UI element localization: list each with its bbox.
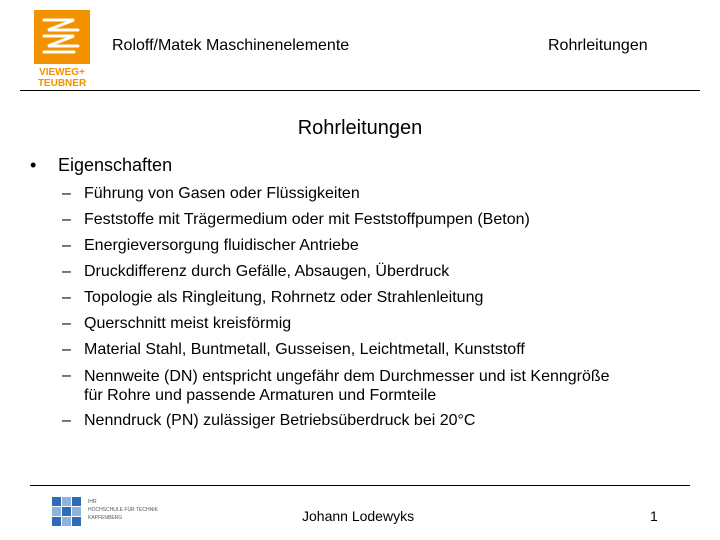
dash-icon: – (62, 289, 71, 306)
list-item: – Feststoffe mit Trägermedium oder mit Feststoffpumpen (Beton) (62, 207, 622, 233)
dash-icon: – (62, 237, 71, 254)
list-item: – Material Stahl, Buntmetall, Gusseisen, Leichtmetall, Kunststoff (62, 337, 622, 363)
svg-text:IHR: IHR (88, 499, 97, 505)
dash-icon: – (62, 341, 71, 358)
dash-icon: – (62, 315, 71, 332)
list-item: – Nennweite (DN) entspricht ungefähr dem Durchmesser und ist Kenngröße für Rohre und passende Armaturen und Formteile (62, 363, 622, 408)
slide-title: Rohrleitungen (297, 117, 423, 139)
dash-icon: – (62, 263, 71, 280)
publisher-logo (34, 10, 90, 88)
svg-text:VIEWEG+: VIEWEG+ (39, 67, 85, 78)
dash-icon: – (62, 412, 71, 429)
main-bullet (30, 155, 172, 176)
dash-icon: – (62, 185, 71, 202)
header-left-title: Roloff/Matek Maschinenelemente (112, 37, 350, 54)
school-logo (52, 495, 182, 527)
list-item: – Energieversorgung fluidischer Antriebe (62, 233, 622, 259)
svg-text:HOCHSCHULE FÜR TECHNIK: HOCHSCHULE FÜR TECHNIK (88, 507, 158, 513)
dash-icon: – (62, 211, 71, 228)
list-item: – Führung von Gasen oder Flüssigkeiten (62, 181, 622, 207)
footer-divider (30, 485, 690, 486)
page-number: 1 (650, 508, 658, 524)
sub-bullet-list (62, 181, 622, 434)
svg-text:KAPFENBERG: KAPFENBERG (88, 515, 123, 521)
list-item: – Querschnitt meist kreisförmig (62, 311, 622, 337)
list-item: – Nenndruck (PN) zulässiger Betriebsüberdruck bei 20°C (62, 408, 622, 434)
list-item: – Topologie als Ringleitung, Rohrnetz oder Strahlenleitung (62, 285, 622, 311)
dash-icon: – (62, 367, 71, 384)
header-divider (20, 90, 700, 91)
bullet-icon: • (30, 155, 37, 175)
list-item: – Druckdifferenz durch Gefälle, Absaugen, Überdruck (62, 259, 622, 285)
footer-author: Johann Lodewyks (302, 508, 415, 524)
header-right-title: Rohrleitungen (548, 37, 648, 54)
svg-text:TEUBNER: TEUBNER (37, 78, 87, 88)
main-bullet-label: Eigenschaften (58, 155, 173, 175)
